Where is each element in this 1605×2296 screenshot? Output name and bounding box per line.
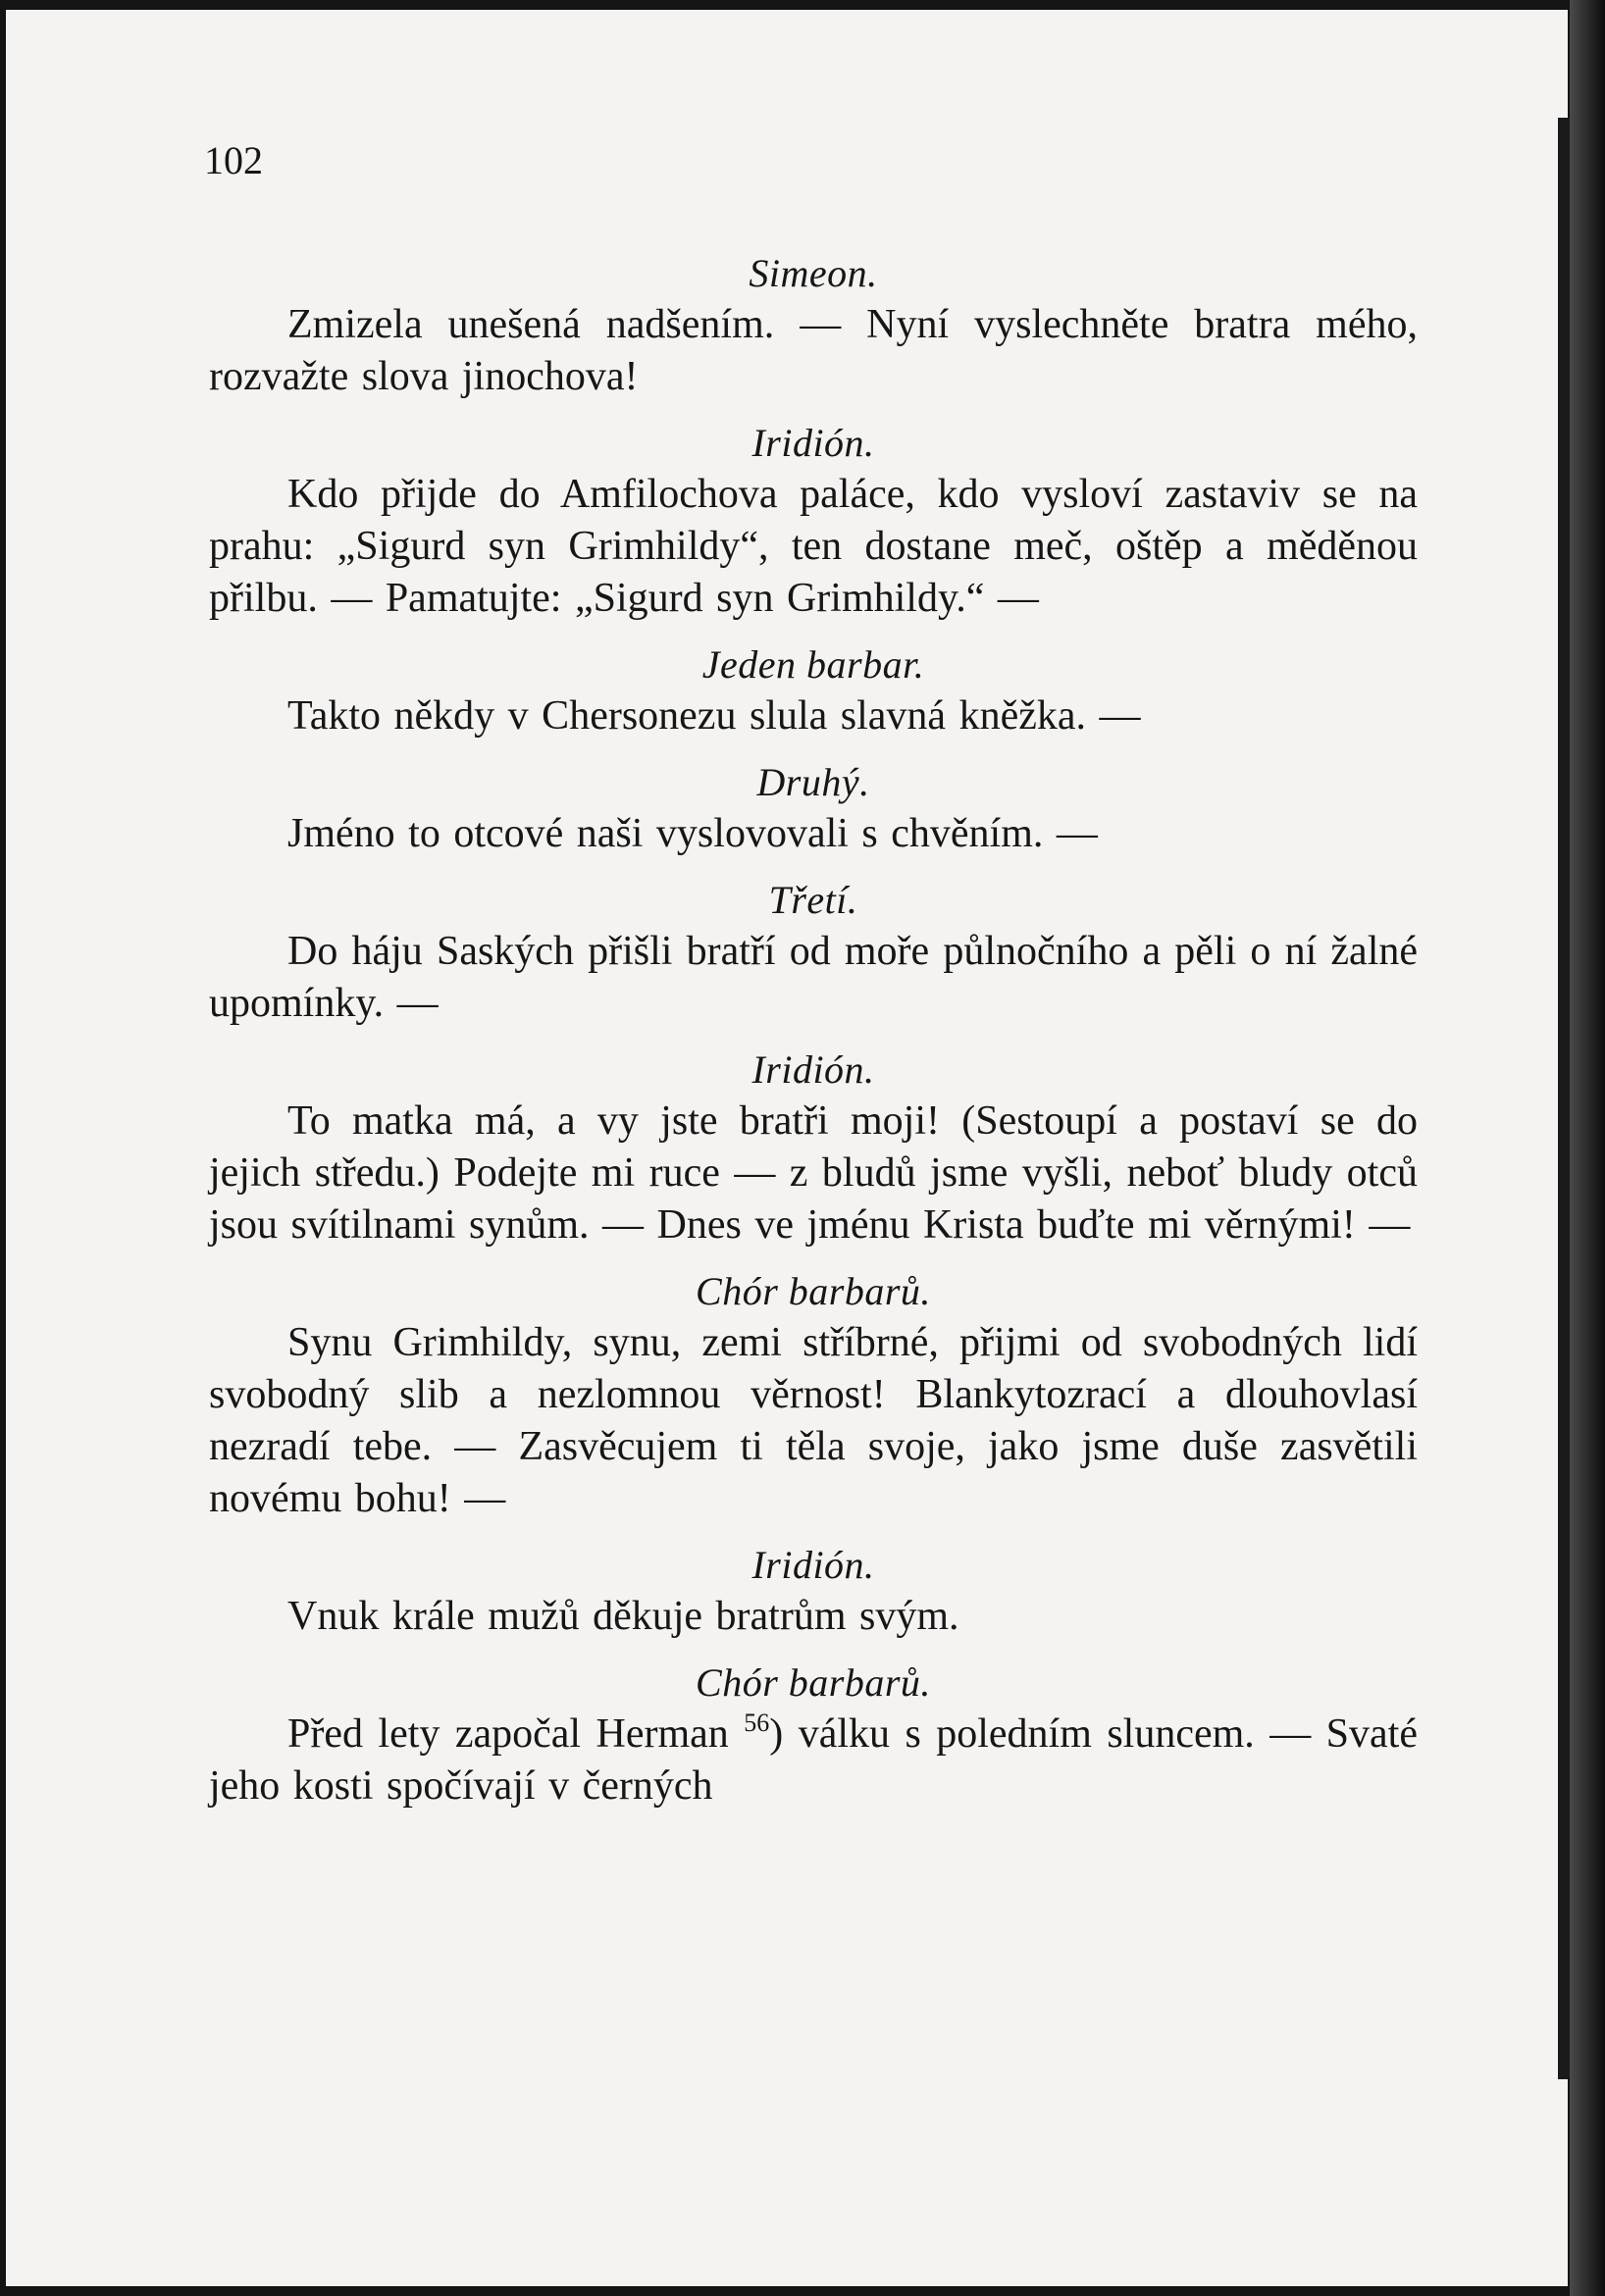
speech-iridion: Vnuk krále mužů děkuje bratrům svým. <box>287 1594 959 1639</box>
book-gutter <box>1570 0 1605 2296</box>
speech-chor-barbaru: Synu Grimhildy, synu, zemi stříbrné, přijmi od svobodných lidí svobodný slib a nezlomnou věrnost! Blankytozrací a dlouhovlasí nezradí tebe. — Zasvěcujem ti těla svoje, jako jsme duše zasvětili novému bohu! — <box>209 1320 1418 1521</box>
speaker-jeden-barbar: Jeden barbar. <box>701 642 925 687</box>
speech-text: ) válku s poledním sluncem. — Svaté jeho kosti spočívají v černých <box>209 1711 1418 1809</box>
book-page <box>6 10 1568 2286</box>
binding-edge <box>1558 118 1570 2079</box>
speaker-iridion: Iridión. <box>751 421 875 465</box>
footnote-reference[interactable]: 56 <box>744 1709 770 1737</box>
speech-simeon: Zmizela unešená nadšením. — Nyní vyslechněte bratra mého, rozvažte slova jinochova! <box>209 302 1418 399</box>
speaker-iridion: Iridión. <box>751 1543 875 1587</box>
speech-druhy: Jméno to otcové naši vyslovovali s chvěním. — <box>287 811 1098 856</box>
speaker-simeon: Simeon. <box>749 251 878 295</box>
speech-iridion: To matka má, a vy jste bratři moji! (Sestoupí a postaví se do jejich středu.) Podejte mi ruce — z bludů jsme vyšli, neboť bludy otců jsou svítilnami synům. — Dnes ve jménu Krista buďte mi věrnými! — <box>209 1098 1418 1248</box>
speech-jeden-barbar: Takto někdy v Chersonezu slula slavná kněžka. — <box>287 693 1141 739</box>
speech-chor-barbaru <box>209 1709 1418 1812</box>
speaker-druhy: Druhý. <box>756 760 870 804</box>
speaker-treti: Třetí. <box>768 878 858 922</box>
speech-text: Před lety započal Herman <box>287 1711 729 1757</box>
speech-iridion: Kdo přijde do Amfilochova paláce, kdo vysloví zastaviv se na prahu: „Sigurd syn Grimhildy“, ten dostane meč, oštěp a měděnou přilbu. — Pamatujte: „Sigurd syn Grimhildy.“ — <box>209 472 1418 621</box>
speaker-iridion: Iridión. <box>751 1047 875 1092</box>
speaker-chor-barbaru: Chór barbarů. <box>696 1660 931 1705</box>
speech-treti: Do háju Saských přišli bratří od moře půlnočního a pěli o ní žalné upomínky. — <box>209 929 1418 1026</box>
speaker-chor-barbaru: Chór barbarů. <box>696 1269 931 1313</box>
text-block <box>209 247 1418 1812</box>
page-number: 102 <box>204 138 263 182</box>
